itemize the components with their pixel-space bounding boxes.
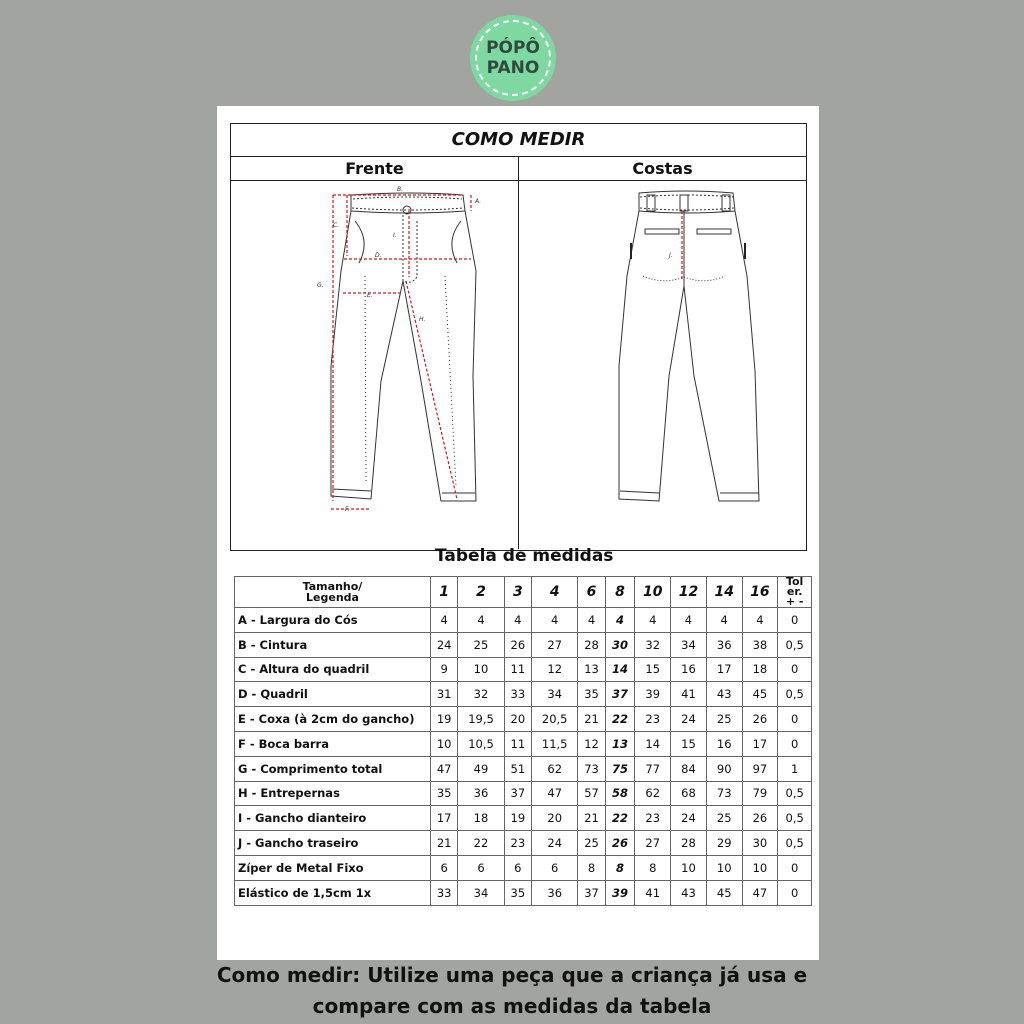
measure-cell: 90: [706, 756, 742, 781]
measure-cell: 18: [742, 657, 778, 682]
size-header: 16: [742, 577, 778, 608]
legend-header-line1: Tamanho/: [302, 580, 363, 593]
measure-cell: 36: [706, 632, 742, 657]
tolerance-header-line3: + -: [785, 595, 804, 608]
measure-cell: 25: [578, 831, 605, 856]
measure-cell: 32: [635, 632, 671, 657]
measure-cell: 58: [605, 781, 635, 806]
measure-cell: 41: [671, 682, 707, 707]
table-row: [235, 880, 812, 905]
table-row: [235, 756, 812, 781]
measure-cell: 43: [671, 880, 707, 905]
size-header: 4: [531, 577, 577, 608]
measure-cell: 29: [706, 831, 742, 856]
caption: [0, 960, 1024, 1022]
size-header: 14: [706, 577, 742, 608]
measure-cell: 37: [578, 880, 605, 905]
row-label: E - Coxa (à 2cm do gancho): [235, 707, 431, 732]
size-chart-sheet: [217, 106, 819, 960]
measure-cell: 79: [742, 781, 778, 806]
tolerance-header-line1: Tol: [785, 575, 804, 588]
tolerance-header: [778, 577, 812, 608]
marker-d: D.: [375, 252, 382, 259]
measure-cell: 25: [706, 707, 742, 732]
marker-c: C.: [333, 222, 340, 229]
measure-cell: 26: [742, 806, 778, 831]
measure-cell: 20: [504, 707, 531, 732]
measure-cell: 4: [504, 608, 531, 633]
table-row: [235, 608, 812, 633]
measure-cell: 51: [504, 756, 531, 781]
row-label: G - Comprimento total: [235, 756, 431, 781]
measure-cell: 16: [706, 731, 742, 756]
back-view-label: Costas: [518, 157, 806, 180]
measure-cell: 28: [671, 831, 707, 856]
marker-f: F.: [345, 506, 350, 513]
size-header: 2: [458, 577, 504, 608]
measure-cell: 8: [578, 855, 605, 880]
row-label: F - Boca barra: [235, 731, 431, 756]
measure-cell: 25: [706, 806, 742, 831]
size-header: 10: [635, 577, 671, 608]
legend-header: [235, 577, 431, 608]
caption-line2: compare com as medidas da tabela: [312, 994, 712, 1018]
table-row: [235, 707, 812, 732]
measure-cell: 8: [605, 855, 635, 880]
size-table-title: Tabela de medidas: [435, 546, 614, 566]
table-row: [235, 781, 812, 806]
measure-cell: 6: [504, 855, 531, 880]
measure-cell: 10,5: [458, 731, 504, 756]
measure-cell: 57: [578, 781, 605, 806]
measure-cell: 43: [706, 682, 742, 707]
measure-cell: 26: [605, 831, 635, 856]
measure-cell: 27: [635, 831, 671, 856]
measure-cell: 62: [635, 781, 671, 806]
measure-cell: 13: [605, 731, 635, 756]
measure-cell: 35: [578, 682, 605, 707]
measure-cell: 18: [458, 806, 504, 831]
measure-cell: 31: [431, 682, 458, 707]
measure-cell: 15: [671, 731, 707, 756]
measure-cell: 6: [531, 855, 577, 880]
measure-cell: 4: [671, 608, 707, 633]
how-to-measure-title: COMO MEDIR: [231, 124, 806, 157]
measure-cell: 12: [531, 657, 577, 682]
measure-cell: 23: [635, 707, 671, 732]
measure-cell: 4: [431, 608, 458, 633]
row-label: J - Gancho traseiro: [235, 831, 431, 856]
tolerance-cell: 0,5: [778, 632, 812, 657]
table-row: [235, 806, 812, 831]
measure-cell: 11: [504, 657, 531, 682]
measure-cell: 47: [431, 756, 458, 781]
back-pants-illustration: [519, 181, 807, 549]
measure-cell: 4: [706, 608, 742, 633]
measure-cell: 35: [504, 880, 531, 905]
measure-cell: 24: [671, 707, 707, 732]
measure-cell: 37: [504, 781, 531, 806]
measure-cell: 27: [531, 632, 577, 657]
measure-cell: 22: [605, 806, 635, 831]
marker-b: B.: [397, 186, 404, 193]
measure-cell: 36: [458, 781, 504, 806]
size-header: 12: [671, 577, 707, 608]
measure-cell: 97: [742, 756, 778, 781]
measure-cell: 33: [504, 682, 531, 707]
measure-cell: 47: [742, 880, 778, 905]
measure-cell: 23: [635, 806, 671, 831]
measure-cell: 49: [458, 756, 504, 781]
measure-cell: 45: [742, 682, 778, 707]
row-label: D - Quadril: [235, 682, 431, 707]
front-view: [231, 181, 518, 549]
measure-cell: 68: [671, 781, 707, 806]
tolerance-cell: 0: [778, 880, 812, 905]
tolerance-cell: 0,5: [778, 831, 812, 856]
measure-cell: 13: [578, 657, 605, 682]
table-row: [235, 831, 812, 856]
size-header: 8: [605, 577, 635, 608]
how-to-measure-box: [230, 123, 807, 551]
table-row: [235, 657, 812, 682]
measure-cell: 34: [458, 880, 504, 905]
table-row: [235, 731, 812, 756]
row-label: C - Altura do quadril: [235, 657, 431, 682]
tolerance-cell: 0: [778, 707, 812, 732]
measure-cell: 14: [605, 657, 635, 682]
size-header: 3: [504, 577, 531, 608]
table-row: [235, 632, 812, 657]
measure-cell: 47: [531, 781, 577, 806]
caption-line1: Como medir: Utilize uma peça que a criança já usa e: [216, 963, 808, 987]
tolerance-cell: 0,5: [778, 781, 812, 806]
marker-a: A.: [475, 198, 482, 205]
row-label: B - Cintura: [235, 632, 431, 657]
legend-header-line2: Legenda: [306, 591, 359, 604]
views-row: [231, 181, 806, 549]
tolerance-cell: 0,5: [778, 682, 812, 707]
measure-cell: 45: [706, 880, 742, 905]
marker-e: E.: [367, 292, 373, 299]
size-table-header-row: [235, 577, 812, 608]
row-label: Elástico de 1,5cm 1x: [235, 880, 431, 905]
measure-cell: 30: [605, 632, 635, 657]
tolerance-cell: 1: [778, 756, 812, 781]
size-header: 6: [578, 577, 605, 608]
size-table-body: [235, 608, 812, 906]
measure-cell: 38: [742, 632, 778, 657]
marker-h: H.: [419, 316, 426, 323]
measure-cell: 21: [578, 806, 605, 831]
measure-cell: 20,5: [531, 707, 577, 732]
marker-i: I.: [393, 232, 397, 239]
measure-cell: 24: [431, 632, 458, 657]
measure-cell: 37: [605, 682, 635, 707]
measure-cell: 21: [578, 707, 605, 732]
size-header: 1: [431, 577, 458, 608]
measure-cell: 23: [504, 831, 531, 856]
measure-cell: 35: [431, 781, 458, 806]
measure-cell: 16: [671, 657, 707, 682]
measure-cell: 39: [635, 682, 671, 707]
measure-cell: 36: [531, 880, 577, 905]
measure-cell: 6: [458, 855, 504, 880]
tolerance-cell: 0: [778, 731, 812, 756]
measure-cell: 75: [605, 756, 635, 781]
brand-logo-line2: PANO: [486, 58, 540, 78]
measure-cell: 73: [706, 781, 742, 806]
row-label: Zíper de Metal Fixo: [235, 855, 431, 880]
table-row: [235, 682, 812, 707]
measure-cell: 24: [671, 806, 707, 831]
measure-cell: 11,5: [531, 731, 577, 756]
measure-cell: 33: [431, 880, 458, 905]
measure-cell: 4: [458, 608, 504, 633]
measure-cell: 9: [431, 657, 458, 682]
measure-cell: 22: [458, 831, 504, 856]
measure-cell: 34: [671, 632, 707, 657]
measure-cell: 4: [578, 608, 605, 633]
measure-cell: 8: [635, 855, 671, 880]
measure-cell: 41: [635, 880, 671, 905]
measure-cell: 10: [431, 731, 458, 756]
measure-cell: 19: [431, 707, 458, 732]
measure-cell: 73: [578, 756, 605, 781]
measure-cell: 6: [431, 855, 458, 880]
measure-cell: 24: [531, 831, 577, 856]
measure-cell: 84: [671, 756, 707, 781]
measure-cell: 10: [458, 657, 504, 682]
tolerance-cell: 0: [778, 855, 812, 880]
measure-cell: 32: [458, 682, 504, 707]
measure-cell: 20: [531, 806, 577, 831]
size-table: [234, 576, 812, 906]
brand-logo-line1: PÓPÔ: [486, 38, 540, 58]
row-label: H - Entrepernas: [235, 781, 431, 806]
measure-cell: 10: [706, 855, 742, 880]
table-row: [235, 855, 812, 880]
marker-j: J.: [669, 252, 673, 259]
measure-cell: 17: [431, 806, 458, 831]
back-view: [518, 181, 806, 549]
measure-cell: 17: [742, 731, 778, 756]
measure-cell: 28: [578, 632, 605, 657]
measure-cell: 11: [504, 731, 531, 756]
brand-logo: [470, 15, 556, 101]
measure-cell: 62: [531, 756, 577, 781]
tolerance-header-line2: er.: [786, 585, 803, 598]
measure-cell: 15: [635, 657, 671, 682]
measure-cell: 4: [635, 608, 671, 633]
tolerance-cell: 0,5: [778, 806, 812, 831]
measure-cell: 19,5: [458, 707, 504, 732]
measure-cell: 21: [431, 831, 458, 856]
row-label: A - Largura do Cós: [235, 608, 431, 633]
measure-cell: 26: [504, 632, 531, 657]
measure-cell: 4: [531, 608, 577, 633]
tolerance-cell: 0: [778, 657, 812, 682]
measure-cell: 10: [671, 855, 707, 880]
measure-cell: 17: [706, 657, 742, 682]
measure-cell: 77: [635, 756, 671, 781]
measure-cell: 39: [605, 880, 635, 905]
views-header: [231, 157, 806, 181]
front-view-label: Frente: [345, 159, 404, 178]
measure-cell: 30: [742, 831, 778, 856]
measure-cell: 14: [635, 731, 671, 756]
measure-cell: 25: [458, 632, 504, 657]
measure-cell: 22: [605, 707, 635, 732]
measure-cell: 19: [504, 806, 531, 831]
measure-cell: 4: [742, 608, 778, 633]
measure-cell: 26: [742, 707, 778, 732]
row-label: I - Gancho dianteiro: [235, 806, 431, 831]
measure-cell: 12: [578, 731, 605, 756]
tolerance-cell: 0: [778, 608, 812, 633]
measure-cell: 34: [531, 682, 577, 707]
marker-g: G.: [317, 282, 324, 289]
measure-cell: 10: [742, 855, 778, 880]
front-pants-illustration: [231, 181, 519, 549]
brand-logo-ring: [475, 20, 551, 96]
measure-cell: 4: [605, 608, 635, 633]
